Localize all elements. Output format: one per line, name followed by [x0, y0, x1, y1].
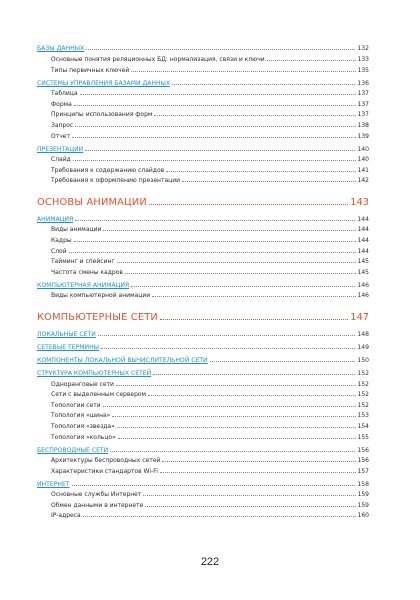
toc-entry-page: 154 [357, 422, 369, 430]
dot-leader [166, 171, 355, 172]
toc-entry-title: Одноранговые сети [51, 380, 114, 388]
dot-leader [116, 385, 356, 386]
toc-entry-title: Виды анимации [51, 226, 102, 234]
toc-entry-title: Форма [51, 100, 72, 108]
toc-entry-page: 144 [357, 215, 369, 223]
toc-entry-title: Кадры [51, 237, 72, 245]
toc-entry-title: Топология «звезда» [51, 422, 115, 430]
dot-leader [182, 181, 356, 182]
dot-leader [160, 319, 348, 320]
toc-entry-title: КОМПЬЮТЕРНАЯ АНИМАЦИЯ [37, 281, 130, 289]
dot-leader [72, 137, 356, 138]
toc-section-entry[interactable] [37, 282, 369, 293]
toc-entry-page: 155 [357, 433, 369, 441]
toc-entry-page: 159 [357, 491, 369, 499]
toc-entry-title: БАЗЫ ДАННЫХ [37, 45, 85, 53]
toc-entry-title: Топологии сети [51, 401, 101, 409]
toc-entry-title: Отчет [51, 132, 70, 140]
toc-entry-page: 156 [357, 446, 369, 454]
toc-subsection-entry [37, 292, 369, 303]
toc-entry-page: 152 [357, 391, 369, 399]
dot-leader [98, 335, 356, 336]
toc-entry-page: 137 [357, 111, 369, 119]
toc-subsection-entry [37, 381, 369, 392]
toc-entry-title: Запрос [51, 121, 74, 129]
toc-entry-title: Типы первичных ключей [51, 66, 130, 74]
dot-leader [101, 348, 355, 349]
toc-subsection-entry [37, 502, 369, 513]
dot-leader [103, 230, 355, 231]
toc-subsection-entry [37, 156, 369, 167]
toc-subsection-entry [37, 512, 369, 523]
toc-entry-title: БЕСПРОВОДНЫЕ СЕТИ [37, 446, 109, 454]
toc-entry-title: Обмен данными в интернете [51, 501, 144, 509]
toc-section-entry[interactable] [37, 331, 369, 342]
toc-section-entry[interactable] [37, 45, 369, 56]
toc-subsection-entry [37, 391, 369, 402]
toc-subsection-entry [37, 101, 369, 112]
toc-entry-page: 139 [357, 132, 369, 140]
toc-subsection-entry [37, 423, 369, 434]
dot-leader [117, 262, 356, 263]
toc-subsection-entry [37, 468, 369, 479]
toc-entry-page: 158 [357, 480, 369, 488]
toc-subsection-entry [37, 237, 369, 248]
toc-subsection-entry [37, 269, 369, 280]
toc-entry-title: Слайд [51, 156, 71, 164]
toc-entry-page: 152 [357, 380, 369, 388]
dot-leader [117, 427, 356, 428]
toc-entry-page: 137 [357, 100, 369, 108]
dot-leader [131, 286, 355, 287]
toc-entry-page: 152 [357, 401, 369, 409]
toc-subsection-entry [37, 402, 369, 413]
toc-entry-page: 148 [357, 331, 369, 339]
toc-entry-page: 142 [357, 177, 369, 185]
dot-leader [73, 160, 356, 161]
dot-leader [75, 126, 355, 127]
toc-chapter-entry[interactable] [37, 312, 369, 326]
dot-leader [72, 485, 356, 486]
toc-entry-page: 150 [357, 357, 369, 364]
toc-entry-title: АНИМАЦИЯ [37, 215, 74, 223]
toc-entry-title: Основные понятия реляционных БД: нормализация, связи и ключи [51, 55, 265, 63]
toc-entry-title: СЕТЕВЫЕ ТЕРМИНЫ [37, 344, 100, 352]
toc-entry-page: 144 [357, 247, 369, 255]
toc-subsection-entry [37, 226, 369, 237]
toc-entry-title: ПРЕЗЕНТАЦИИ [37, 145, 84, 153]
dot-leader [210, 361, 356, 362]
toc-entry-title: Тайминг и спейсинг [51, 258, 115, 266]
toc-entry-page: 135 [357, 66, 369, 74]
dot-leader [154, 115, 355, 116]
dot-leader [148, 395, 355, 396]
toc-entry-page: 140 [357, 156, 369, 164]
toc-entry-title: Частота смены кадров [51, 268, 123, 276]
toc-entry-page: 152 [357, 369, 369, 377]
dot-leader [69, 252, 356, 253]
dot-leader [103, 406, 356, 407]
toc-entry-page: 132 [357, 45, 369, 53]
page-number: 222 [200, 556, 220, 568]
toc-entry-title: Виды компьютерной анимации [51, 292, 151, 300]
toc-entry-title: Слой [51, 247, 67, 255]
toc-section-entry[interactable] [37, 80, 369, 91]
table-of-contents [37, 43, 369, 523]
dot-leader [74, 241, 356, 242]
dot-leader [75, 220, 355, 221]
toc-subsection-entry [37, 248, 369, 259]
dot-leader [267, 60, 356, 61]
toc-entry-title: Топология «кольцо» [51, 433, 116, 441]
dot-leader [83, 516, 356, 517]
toc-entry-title: Требования к содержанию слайдов [51, 166, 165, 174]
toc-section-entry[interactable] [37, 146, 369, 157]
toc-entry-title: СИСТЕМЫ УПРАВЛЕНИЯ БАЗАМИ ДАННЫХ [37, 79, 171, 87]
toc-subsection-entry [37, 67, 369, 78]
toc-chapter-entry[interactable] [37, 197, 369, 211]
toc-entry-page: 136 [357, 79, 369, 87]
toc-subsection-entry [37, 177, 369, 188]
toc-entry-page: 145 [357, 268, 369, 276]
toc-entry-title: Основные службы Интернет [51, 491, 142, 499]
toc-entry-page: 146 [357, 281, 369, 289]
dot-leader [118, 438, 356, 439]
dot-leader [143, 495, 355, 496]
toc-entry-page: 141 [357, 166, 369, 174]
toc-entry-page: 133 [357, 55, 369, 63]
toc-entry-page: 147 [350, 312, 369, 324]
toc-entry-page: 144 [357, 237, 369, 245]
dot-leader [160, 472, 356, 473]
toc-section-entry[interactable] [37, 370, 369, 381]
toc-entry-title: Топология «шина» [51, 412, 111, 420]
toc-entry-title: Требования к оформлению презентации [51, 177, 181, 185]
toc-entry-title: ОСНОВЫ АНИМАЦИИ [37, 196, 147, 208]
dot-leader [80, 94, 356, 95]
toc-subsection-entry [37, 111, 369, 122]
toc-entry-page: 159 [357, 501, 369, 509]
dot-leader [112, 416, 355, 417]
toc-subsection-entry [37, 457, 369, 468]
toc-entry-page: 146 [357, 292, 369, 300]
toc-subsection-entry [37, 412, 369, 423]
toc-entry-page: 138 [357, 121, 369, 129]
toc-entry-page: 145 [357, 258, 369, 266]
dot-leader [125, 273, 356, 274]
toc-entry-title: Принципы использования форм [51, 111, 153, 119]
toc-entry-title: СТРУКТУРА КОМПЬЮТЕРНЫХ СЕТЕЙ [37, 369, 152, 377]
toc-entry-title: IP-адреса [51, 512, 81, 520]
toc-subsection-entry [37, 434, 369, 445]
toc-entry-page: 137 [357, 90, 369, 98]
toc-entry-page: 149 [357, 344, 369, 352]
toc-entry-title: КОМПЬЮТЕРНЫЕ СЕТИ [37, 312, 158, 324]
toc-entry-page: 157 [357, 467, 369, 475]
toc-section-entry[interactable] [37, 344, 369, 355]
toc-entry-title: Характеристики стандартов Wi-Fi [51, 467, 158, 475]
toc-entry-page: 153 [357, 412, 369, 420]
toc-subsection-entry [37, 491, 369, 502]
toc-entry-title: ИНТЕРНЕТ [37, 480, 70, 488]
dot-leader [172, 84, 355, 85]
dot-leader [145, 506, 355, 507]
toc-subsection-entry [37, 258, 369, 269]
dot-leader [131, 71, 355, 72]
toc-entry-title: КОМПОНЕНТЫ ЛОКАЛЬНОЙ ВЫЧИСЛИТЕЛЬНОЙ СЕТИ [37, 357, 208, 364]
toc-section-entry[interactable] [37, 216, 369, 227]
toc-entry-title: Таблица [51, 90, 78, 98]
toc-section-entry[interactable] [37, 447, 369, 458]
toc-section-entry[interactable] [37, 481, 369, 492]
toc-entry-title: Архитектуры беспроводных сетей [51, 457, 161, 465]
toc-subsection-entry [37, 56, 369, 67]
toc-entry-title: Сети с выделенным сервером [51, 391, 147, 399]
dot-leader [162, 461, 355, 462]
toc-entry-page: 144 [357, 226, 369, 234]
dot-leader [152, 296, 355, 297]
dot-leader [85, 150, 355, 151]
toc-entry-page: 160 [357, 512, 369, 520]
toc-subsection-entry [37, 90, 369, 101]
dot-leader [110, 451, 355, 452]
toc-section-entry[interactable] [37, 357, 369, 368]
toc-subsection-entry [37, 167, 369, 178]
toc-subsection-entry [37, 133, 369, 144]
toc-entry-page: 140 [357, 145, 369, 153]
dot-leader [86, 49, 355, 50]
toc-entry-page: 156 [357, 457, 369, 465]
toc-subsection-entry [37, 122, 369, 133]
dot-leader [74, 105, 356, 106]
dot-leader [149, 204, 348, 205]
dot-leader [153, 374, 355, 375]
toc-entry-page: 143 [350, 196, 369, 208]
toc-entry-title: ЛОКАЛЬНЫЕ СЕТИ [37, 331, 96, 339]
